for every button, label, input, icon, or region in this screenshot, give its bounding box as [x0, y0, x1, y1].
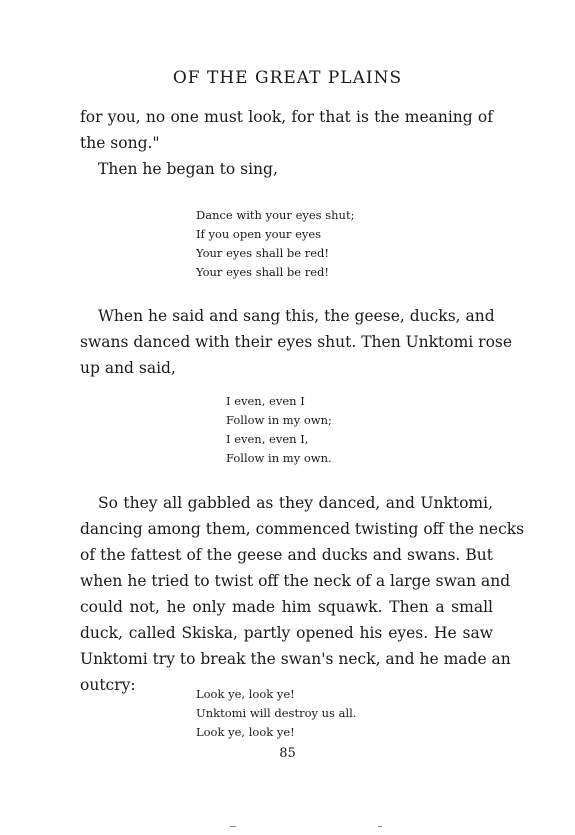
- text-line: swans danced with their eyes shut. Then Unktomi rose: [80, 333, 513, 351]
- paragraph-continuation: [80, 104, 493, 156]
- text-line: Unktomi try to break the swan's neck, and he made an: [80, 650, 511, 668]
- verse-line: Look ye, look ye!: [196, 687, 295, 701]
- scan-speck: [230, 826, 236, 827]
- text-line: When he said and sang this, the geese, ducks, and: [98, 307, 495, 325]
- text-line: could not, he only made him squawk. Then a small: [80, 598, 493, 616]
- verse-line: Your eyes shall be red!: [196, 246, 330, 260]
- paragraph-then-he-began: [80, 156, 493, 182]
- verse-dance-with-your-eyes-shut: [196, 206, 354, 282]
- text-line: for you, no one must look, for that is the meaning of: [80, 108, 493, 126]
- verse-line: I even, even I: [226, 394, 305, 408]
- verse-i-even-even-i: [226, 392, 332, 468]
- verse-line: Follow in my own;: [226, 413, 332, 427]
- verse-line: Your eyes shall be red!: [196, 265, 330, 279]
- verse-line: Dance with your eyes shut;: [196, 208, 355, 222]
- paragraph-when-he-said: [80, 303, 513, 381]
- text-line: duck, called Skiska, partly opened his eyes. He saw: [80, 624, 493, 642]
- text-line: of the fattest of the geese and ducks and swans. But: [80, 546, 493, 564]
- text-line: the song.": [80, 134, 160, 152]
- running-head: OF THE GREAT PLAINS: [172, 68, 403, 88]
- text-line: Then he began to sing,: [98, 160, 278, 178]
- verse-line: Follow in my own.: [226, 451, 332, 465]
- page-number: 85: [279, 746, 296, 761]
- verse-line: I even, even I,: [226, 432, 309, 446]
- text-line: up and said,: [80, 359, 176, 377]
- text-line: outcry:: [80, 676, 136, 694]
- scan-speck: [378, 826, 382, 827]
- text-line: So they all gabbled as they danced, and Unktomi,: [98, 494, 493, 512]
- paragraph-so-they-all-gabbled: [80, 490, 525, 698]
- text-line: dancing among them, commenced twisting off the necks: [80, 520, 525, 538]
- verse-look-ye: [196, 685, 356, 742]
- text-line: when he tried to twist off the neck of a large swan and: [80, 572, 511, 590]
- verse-line: Look ye, look ye!: [196, 725, 295, 739]
- verse-line: Unktomi will destroy us all.: [196, 706, 357, 720]
- verse-line: If you open your eyes: [196, 227, 322, 241]
